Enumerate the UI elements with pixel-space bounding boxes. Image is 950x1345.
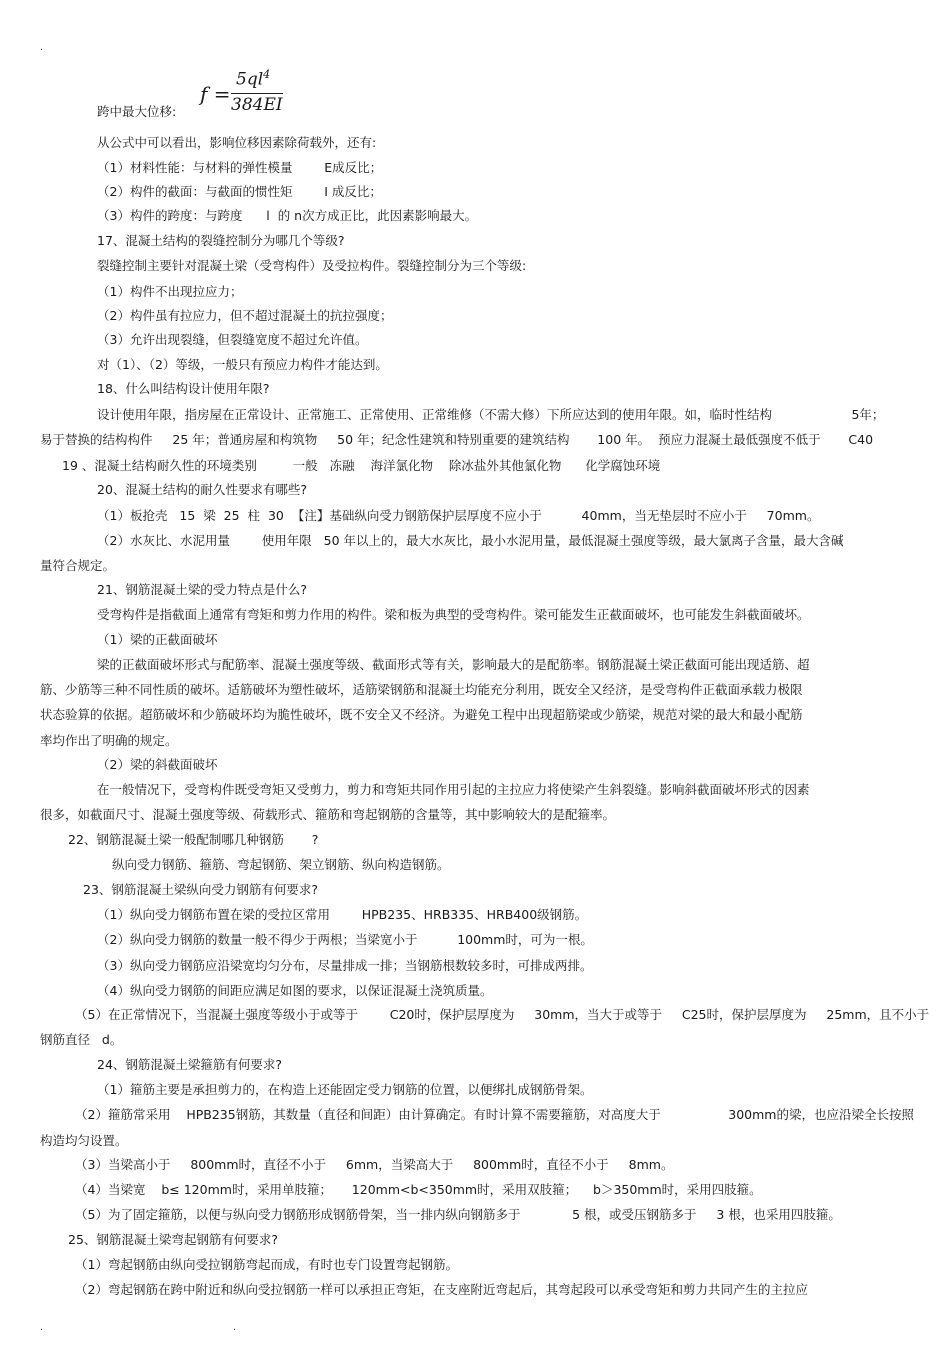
text-line: 跨中最大位移:	[97, 104, 177, 119]
text-line: （2）水灰比、水泥用量 使用年限 50 年以上的，最大水灰比，最小水泥用量，最低混凝土强度等级，最大氯离子含量，最大含碱	[97, 533, 844, 548]
page-mark-bottom-mid: .	[233, 1322, 237, 1333]
text-line: 在一般情况下，受弯构件既受弯矩又受剪力，剪力和弯矩共同作用引起的主拉应力将使梁产生斜裂缝。影响斜截面破坏形式的因素	[97, 782, 810, 797]
question-heading: 22、钢筋混凝土梁一般配制哪几种钢筋 ?	[68, 832, 319, 847]
text-line: （4）当梁宽 b≤ 120mm时，采用单肢箍； 120mm<b<350mm时，采用双肢箍； b＞350mm时，采用四肢箍。	[75, 1182, 762, 1197]
text-line: 易于替换的结构构件 25 年；普通房屋和构筑物 50 年；纪念性建筑和特别重要的建筑结构 100 年。 预应力混凝土最低强度不低于 C40	[40, 432, 874, 447]
text-line: （1）弯起钢筋由纵向受拉钢筋弯起而成，有时也专门设置弯起钢筋。	[75, 1257, 458, 1272]
text-line: 设计使用年限，指房屋在正常设计、正常施工、正常使用、正常维修（不需大修）下所应达到的使用年限。如，临时性结构 5年；	[97, 407, 885, 422]
text-line: （2）梁的斜截面破坏	[97, 757, 218, 772]
page-mark-bottom-left: .	[40, 1322, 44, 1333]
question-heading: 20、混凝土结构的耐久性要求有哪些?	[97, 482, 308, 497]
text-line: 很多，如截面尺寸、混凝土强度等级、荷载形式、箍筋和弯起钢筋的含量等，其中影响较大的是配箍率。	[40, 807, 616, 822]
question-heading: 25、钢筋混凝土梁弯起钢筋有何要求?	[68, 1232, 279, 1247]
text-line: （1）板抢壳 15 梁 25 柱 30 【注】基础纵向受力钢筋保护层厚度不应小于 40mm，当无垫层时不应小于 70mm。	[97, 508, 820, 523]
text-line: （3）纵向受力钢筋应沿梁宽均匀分布，尽量排成一排；当钢筋根数较多时，可排成两排。	[97, 958, 593, 973]
text-line: （5）在正常情况下，当混凝土强度等级小于或等于 C20时，保护层厚度为 30mm，当大于或等于 C25时，保护层厚度为 25mm，且不小于	[75, 1007, 930, 1022]
text-line: （3）当梁高小于 800mm时，直径不小于 6mm，当梁高大于 800mm时，直径不小于 8mm。	[75, 1157, 674, 1172]
text-line: 梁的正截面破坏形式与配筋率、混凝土强度等级、截面形式等有关，影响最大的是配筋率。钢筋混凝土梁正截面可能出现适筋、超	[97, 657, 810, 672]
text-line: 状态验算的依据。超筋破坏和少筋破坏均为脆性破坏，既不安全又不经济。为避免工程中出现超筋梁或少筋梁，规范对梁的最大和最小配筋	[40, 707, 803, 722]
text-line: （2）构件虽有拉应力，但不超过混凝土的抗拉强度；	[97, 308, 393, 323]
question-heading: 23、钢筋混凝土梁纵向受力钢筋有何要求?	[83, 882, 319, 897]
formula-numerator: $5ql^4$	[236, 68, 271, 90]
text-line: （1）纵向受力钢筋布置在梁的受拉区常用 HPB235、HRB335、HRB400级钢筋。	[97, 907, 588, 922]
text-line: （1）构件不出现拉应力；	[97, 284, 243, 299]
text-line: 钢筋直径 d。	[40, 1032, 123, 1047]
text-line: （4）纵向受力钢筋的间距应满足如图的要求，以保证混凝土浇筑质量。	[97, 983, 493, 998]
text-line: （2）弯起钢筋在跨中附近和纵向受拉钢筋一样可以承担正弯矩，在支座附近弯起后，其弯起段可以承受弯矩和剪力共同产生的主拉应	[75, 1282, 808, 1297]
text-line: （2）构件的截面：与截面的惯性矩 I 成反比；	[97, 184, 382, 199]
text-line: （3）允许出现裂缝，但裂缝宽度不超过允许值。	[97, 332, 368, 347]
text-line: 率均作出了明确的规定。	[40, 733, 178, 748]
question-heading: 24、钢筋混凝土梁箍筋有何要求?	[97, 1057, 283, 1072]
text-line: （1）梁的正截面破坏	[97, 632, 218, 647]
text-line: 裂缝控制主要针对混凝土梁（受弯构件）及受拉构件。裂缝控制分为三个等级:	[97, 258, 527, 273]
text-line: （3）构件的跨度：与跨度 l 的 n次方成正比，此因素影响最大。	[97, 208, 478, 223]
page-mark-top: .	[40, 42, 44, 53]
formula-lhs: f =	[200, 82, 231, 106]
question-heading: 18、什么叫结构设计使用年限?	[97, 381, 270, 396]
text-line: 受弯构件是指截面上通常有弯矩和剪力作用的构件。梁和板为典型的受弯构件。梁可能发生正截面破坏，也可能发生斜截面破坏。	[97, 607, 810, 622]
text-line: 量符合规定。	[40, 558, 116, 573]
deflection-formula	[200, 68, 283, 116]
text-line: 构造均匀设置。	[40, 1133, 128, 1148]
formula-denominator: 384EI	[231, 95, 283, 115]
text-line: （2）箍筋常采用 HPB235钢筋，其数量（直径和间距）由计算确定。有时计算不需要箍筋，对高度大于 300mm的梁，也应沿梁全长按照	[75, 1107, 914, 1122]
text-line: 筋、少筋等三种不同性质的破坏。适筋破坏为塑性破坏，适筋梁钢筋和混凝土均能充分利用，既安全又经济，是受弯构件正截面承载力极限	[40, 682, 803, 697]
question-heading: 21、钢筋混凝土梁的受力特点是什么?	[97, 582, 308, 597]
text-line: 对（1）、（2）等级，一般只有预应力构件才能达到。	[97, 357, 388, 372]
text-line: （1）箍筋主要是承担剪力的，在构造上还能固定受力钢筋的位置，以便绑扎成钢筋骨架。	[97, 1082, 593, 1097]
question-heading: 19 、混凝土结构耐久性的环境类别 一般 冻融 海洋氯化物 除冰盐外其他氯化物 化学腐蚀环境	[62, 458, 661, 473]
text-line: 从公式中可以看出，影响位移因素除荷载外，还有:	[97, 135, 377, 150]
text-line: （1）材料性能：与材料的弹性模量 E成反比；	[97, 160, 383, 175]
text-line: （2）纵向受力钢筋的数量一般不得少于两根；当梁宽小于 100mm时，可为一根。	[97, 932, 593, 947]
question-heading: 17、混凝土结构的裂缝控制分为哪几个等级?	[97, 233, 345, 248]
text-line: 纵向受力钢筋、箍筋、弯起钢筋、架立钢筋、纵向构造钢筋。	[112, 857, 450, 872]
formula-fraction-bar	[231, 93, 283, 94]
text-line: （5）为了固定箍筋，以便与纵向受力钢筋形成钢筋骨架，当一排内纵向钢筋多于 5 根，或受压钢筋多于 3 根，也采用四肢箍。	[75, 1207, 841, 1222]
